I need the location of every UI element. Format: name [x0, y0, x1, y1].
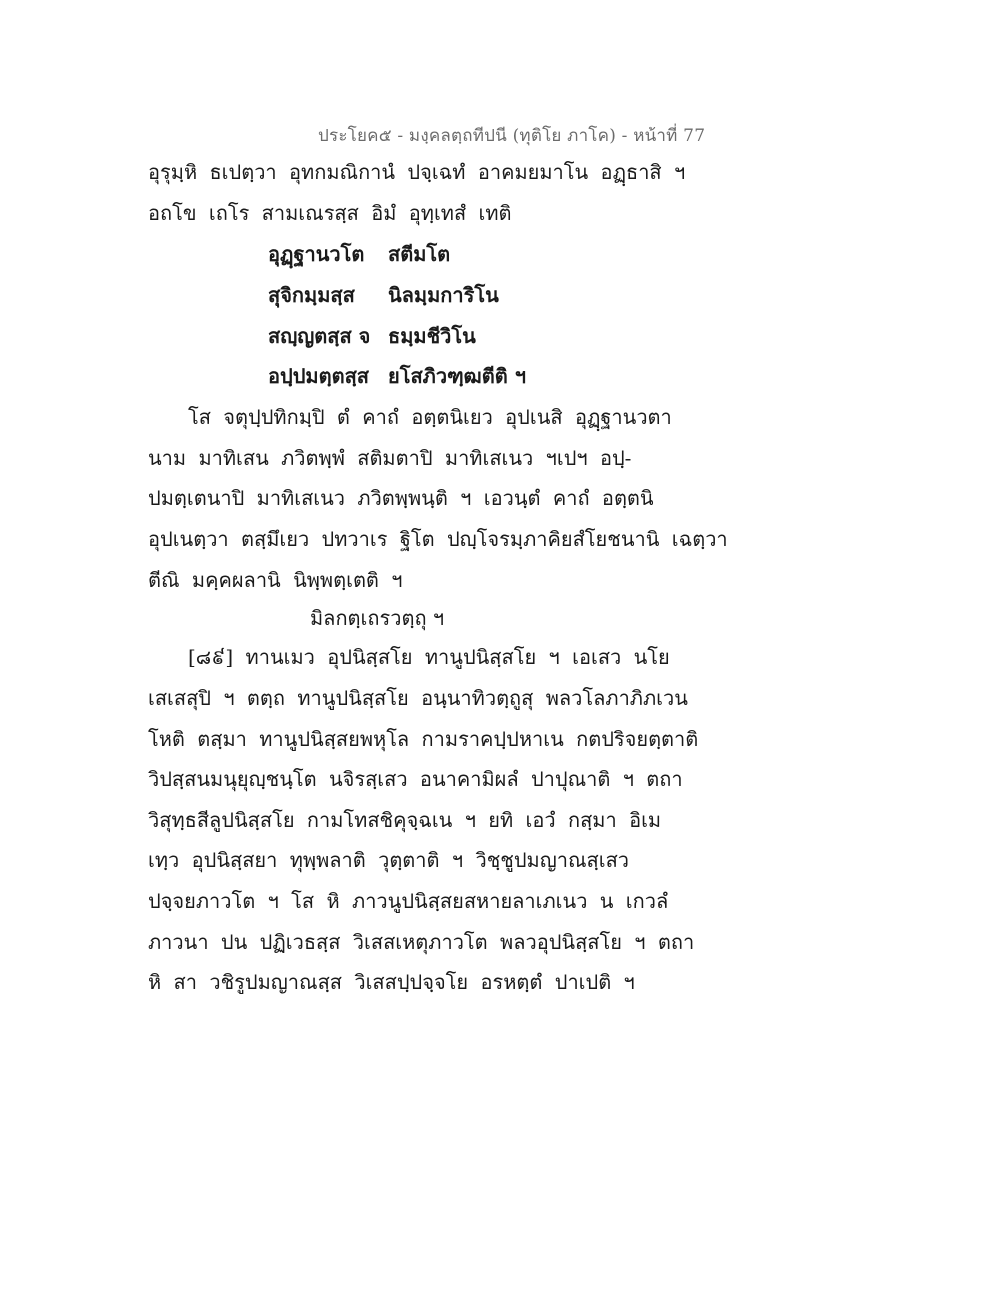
verse-part: สตีมโต — [388, 242, 451, 266]
text-line: เทฺว อุปนิสฺสยา ทุพฺพลาติ วุตฺตาติ ฯ วิชฺชูปมญาณสฺเสว — [148, 848, 630, 872]
text-line: อถโข เถโร สามเณรสฺส อิมํ อุทฺเทสํ เทติ — [148, 201, 512, 225]
text-line: ภาวนา ปน ปฏิเวธสฺส วิเสสเหตุภาวโต พลวอุปนิสฺสโย ฯ ตถา — [148, 930, 695, 954]
text-line: อุรุมฺหิ ธเปตฺวา อุทกมณิกานํ ปจฺเฉทํ อาคมยมาโน อฏฺธาสิ ฯ — [148, 160, 686, 184]
text-line: ปจฺจยภาวโต ฯ โส หิ ภาวนูปนิสฺสยสหายลาเภเนว น เกวลํ — [148, 889, 669, 913]
story-title: มิลกตฺเถรวตฺถุ ฯ — [310, 606, 445, 630]
verse-line — [268, 281, 499, 309]
text-line: นาม มาทิเสน ภวิตพฺพํ สติมตาปิ มาทิเสเนว ฯเปฯ อปฺ- — [148, 446, 632, 470]
text-line: ตีณิ มคฺคผลานิ นิพฺพตฺเตติ ฯ — [148, 568, 403, 592]
verse-part: อปฺปมตฺตสฺส — [268, 364, 369, 388]
page-header: ประโยค๕ - มงฺคลตฺถทีปนี (ทุติโย ภาโค) - หน้าที่ 77 — [318, 126, 706, 146]
text-line: หิ สา วชิรูปมญาณสฺส วิเสสปฺปจฺจโย อรหตฺตํ ปาเปติ ฯ — [148, 970, 635, 994]
verse-line — [268, 362, 526, 390]
verse-line — [268, 322, 476, 350]
text-line: โส จตุปฺปทิกมฺปิ ตํ คาถํ อตฺตนิเยว อุปเนสิ อุฏฺฐานวตา — [188, 405, 672, 429]
text-line: ปมตฺเตนาปิ มาทิเสเนว ภวิตพฺพนฺติ ฯ เอวนฺตํ คาถํ อตฺตนิ — [148, 486, 654, 510]
verse-part: ยโสภิวฑฺฒตีติ ฯ — [388, 364, 526, 388]
verse-part: สญฺญตสฺส จ — [268, 324, 371, 348]
text-line: [๘៩] ทานเมว อุปนิสฺสโย ทานูปนิสฺสโย ฯ เอเสว นโย — [188, 645, 670, 669]
text-line: อุปเนตฺวา ตสฺมึเยว ปทวาเร ฐิโต ปญฺโจรมฺภาคิยสํโยชนานิ เฉตฺวา — [148, 527, 728, 551]
verse-part: อุฏฺฐานวโต — [268, 242, 365, 266]
text-line: เสเสสุปิ ฯ ตตฺถ ทานูปนิสฺสโย อนฺนาทิวตฺถูสุ พลวโลภาภิภเวน — [148, 686, 688, 710]
verse-part: สุจิกมฺมสฺส — [268, 283, 355, 307]
text-line: โหติ ตสฺมา ทานูปนิสฺสยพหุโล กามราคปฺปหาเน กตปริจยตฺตาติ — [148, 727, 699, 751]
text-line: วิสุทฺธสีลูปนิสฺสโย กามโทสชิคุจฺฉเน ฯ ยทิ เอวํ กสฺมา อิเม — [148, 808, 662, 832]
verse-part: นิลมฺมการิโน — [388, 283, 499, 307]
verse-part: ธมฺมชีวิโน — [388, 324, 476, 348]
text-line: วิปสฺสนมนุยุญฺชนฺโต นจิรสฺเสว อนาคามิผลํ ปาปุณาติ ฯ ตถา — [148, 767, 683, 791]
verse-line — [268, 240, 450, 268]
